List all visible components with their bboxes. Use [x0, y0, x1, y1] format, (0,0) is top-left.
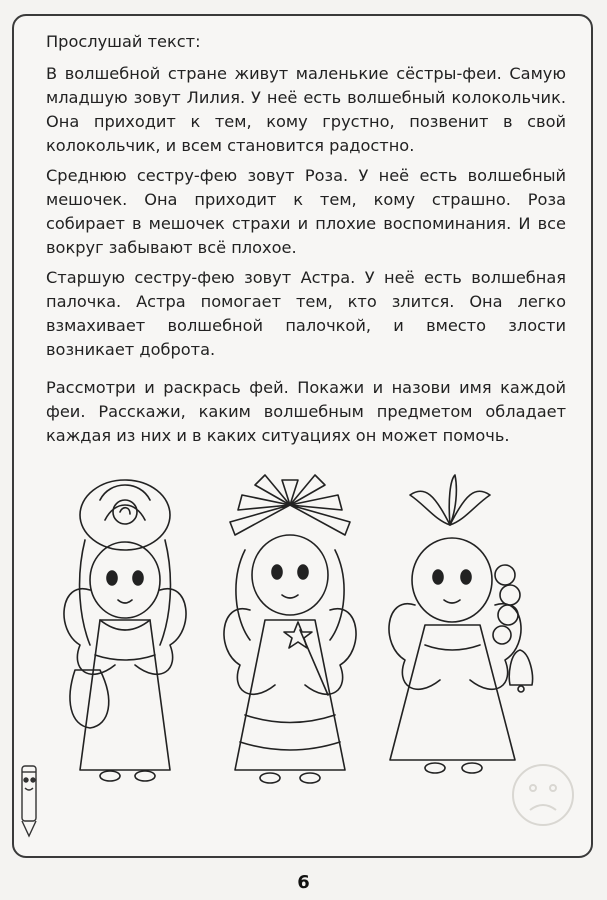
aster-fairy-icon — [224, 475, 356, 783]
fairies-illustration — [20, 470, 580, 790]
lily-fairy-icon — [389, 475, 533, 773]
sad-smiley-icon — [508, 760, 578, 830]
page-number: 6 — [297, 872, 310, 893]
pencil-mascot-icon — [14, 758, 44, 838]
paragraph-aster: Старшую сестру-фею зовут Астра. У неё есть волшебная палочка. Астра помогает тем, кто злится. Она легко взмахивает волшебной палочкой, и вместо злости возникает доброта. — [46, 268, 566, 359]
text-block — [46, 30, 566, 448]
task-instruction: Рассмотри и раскрась фей. Покажи и назови имя каждой феи. Расскажи, каким волшебным предметом обладает каждая из них и в каких ситуациях он может помочь. — [46, 378, 566, 445]
paragraph-lily: В волшебной стране живут маленькие сёстры-феи. Самую младшую зовут Лилия. У неё есть волшебный колокольчик. Она приходит к тем, кому грустно, позвенит в свой колокольчик, и всем становится радостно. — [46, 64, 566, 155]
intro-line: Прослушай текст: — [46, 32, 201, 51]
rose-fairy-icon — [64, 480, 186, 781]
paragraph-rose: Среднюю сестру-фею зовут Роза. У неё есть волшебный мешочек. Она приходит к тем, кому страшно. Роза собирает в мешочек страхи и плохие воспоминания. И все вокруг забывают всё плохое. — [46, 166, 566, 257]
